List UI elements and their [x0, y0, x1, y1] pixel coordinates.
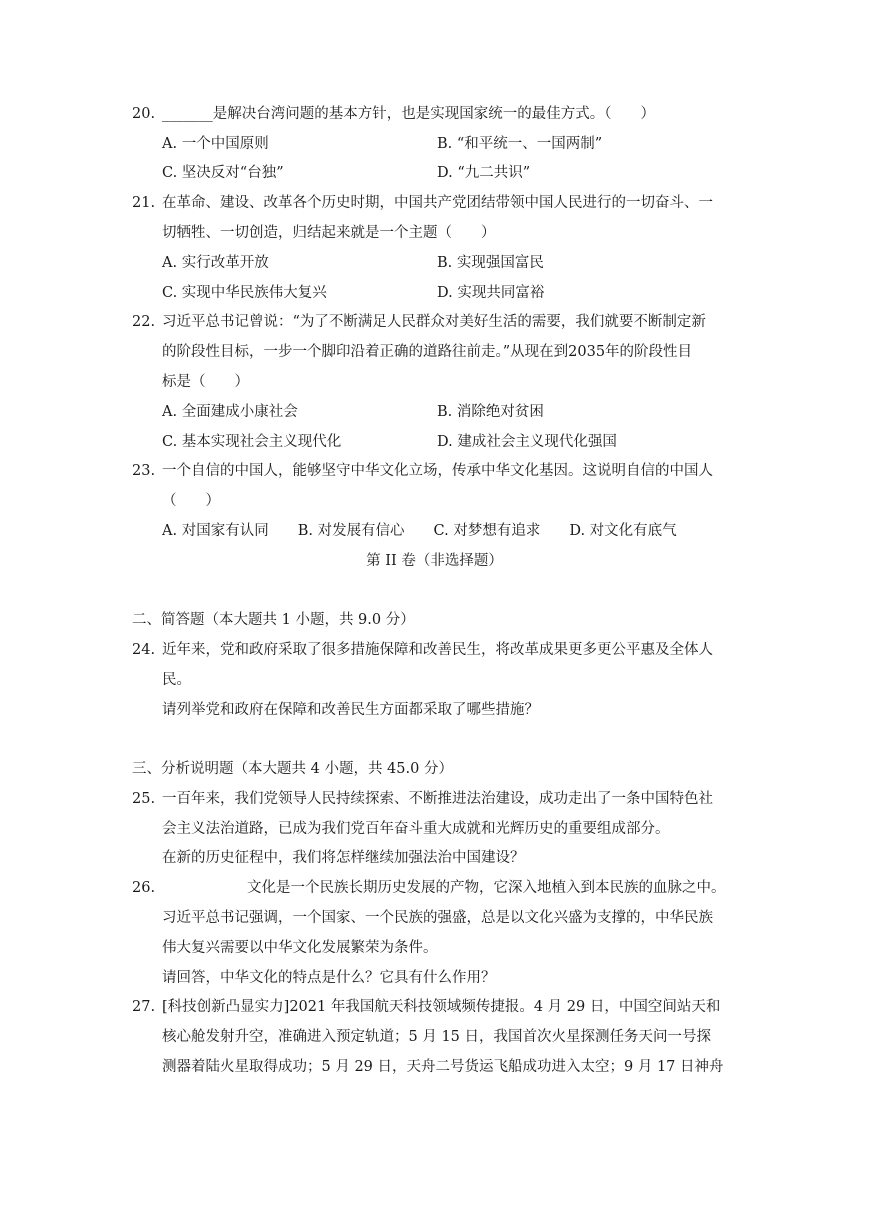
option-a: A. 一个中国原则 [162, 136, 269, 152]
question-number: 20. [132, 106, 156, 122]
question-stem: 一百年来，我们党领导人民持续探索、不断推进法治建设，成功走出了一条中国特色社 [162, 791, 713, 807]
question-stem: 会主义法治道路，已成为我们党百年奋斗重大成就和光辉历史的重要组成部分。 [162, 821, 670, 837]
part-title: 第 II 卷（非选择题） [366, 553, 503, 569]
question-number: 22. [132, 314, 156, 330]
question-number: 27. [132, 999, 156, 1015]
question-prompt: 请列举党和政府在保障和改善民生方面都采取了哪些措施？ [162, 702, 539, 718]
section-heading: 二、简答题（本大题共 1 小题，共 9.0 分） [132, 612, 415, 628]
question-stem: 标是（ ） [162, 374, 249, 390]
option-c: C. 实现中华民族伟大复兴 [162, 285, 327, 301]
option-b: B. 消除绝对贫困 [437, 404, 544, 420]
option-c: C. 坚决反对“台独” [162, 165, 284, 181]
question-stem: _______是解决台湾问题的基本方针，也是实现国家统一的最佳方式。（ ） [162, 106, 655, 122]
question-number: 26. [132, 880, 156, 896]
option-c: C. 基本实现社会主义现代化 [162, 434, 342, 450]
question-number: 24. [132, 642, 156, 658]
question-stem: 习近平总书记曾说：“为了不断满足人民群众对美好生活的需要，我们就要不断制定新 [162, 314, 706, 330]
question-number: 25. [132, 791, 156, 807]
question-stem: 民。 [162, 672, 191, 688]
question-prompt: 请回答，中华文化的特点是什么？它具有什么作用？ [162, 970, 496, 986]
question-stem: 切牺牲、一切创造，归结起来就是一个主题（ ） [162, 225, 496, 241]
question-stem: （ ） [162, 493, 220, 509]
options-line: A. 对国家有认同 B. 对发展有信心 C. 对梦想有追求 D. 对文化有底气 [162, 523, 677, 539]
section-heading: 三、分析说明题（本大题共 4 小题，共 45.0 分） [132, 761, 453, 777]
option-a: A. 实行改革开放 [162, 255, 269, 271]
question-stem: 一个自信的中国人，能够坚守中华文化立场，传承中华文化基因。这说明自信的中国人 [162, 463, 713, 479]
question-stem: 文化是一个民族长期历史发展的产物，它深入地植入到本民族的血脉之中。 [247, 880, 726, 896]
question-stem: 近年来，党和政府采取了很多措施保障和改善民生，将改革成果更多更公平惠及全体人 [162, 642, 713, 658]
question-stem: 测器着陆火星取得成功；5 月 29 日，天舟二号货运飞船成功进入太空；9 月 17 日神舟 [162, 1059, 724, 1075]
question-stem: 习近平总书记强调，一个国家、一个民族的强盛，总是以文化兴盛为支撑的，中华民族 [162, 910, 713, 926]
option-d: D. “九二共识” [437, 165, 531, 181]
question-number: 21. [132, 195, 156, 211]
question-stem: [科技创新凸显实力]2021 年我国航天科技领域频传捷报。4 月 29 日，中国空间站天和 [162, 999, 721, 1015]
option-b: B. “和平统一、一国两制” [437, 136, 603, 152]
question-stem: 的阶段性目标，一步一个脚印沿着正确的道路往前走。”从现在到2035年的阶段性目 [162, 344, 693, 360]
question-stem: 在革命、建设、改革各个历史时期，中国共产党团结带领中国人民进行的一切奋斗、一 [162, 195, 713, 211]
option-b: B. 实现强国富民 [437, 255, 544, 271]
option-d: D. 实现共同富裕 [437, 285, 545, 301]
question-stem: 核心舱发射升空，准确进入预定轨道；5 月 15 日，我国首次火星探测任务天问一号探 [162, 1029, 712, 1045]
option-a: A. 全面建成小康社会 [162, 404, 298, 420]
question-number: 23. [132, 463, 156, 479]
question-stem: 伟大复兴需要以中华文化发展繁荣为条件。 [162, 940, 438, 956]
question-prompt: 在新的历史征程中，我们将怎样继续加强法治中国建设？ [162, 850, 525, 866]
option-d: D. 建成社会主义现代化强国 [437, 434, 617, 450]
